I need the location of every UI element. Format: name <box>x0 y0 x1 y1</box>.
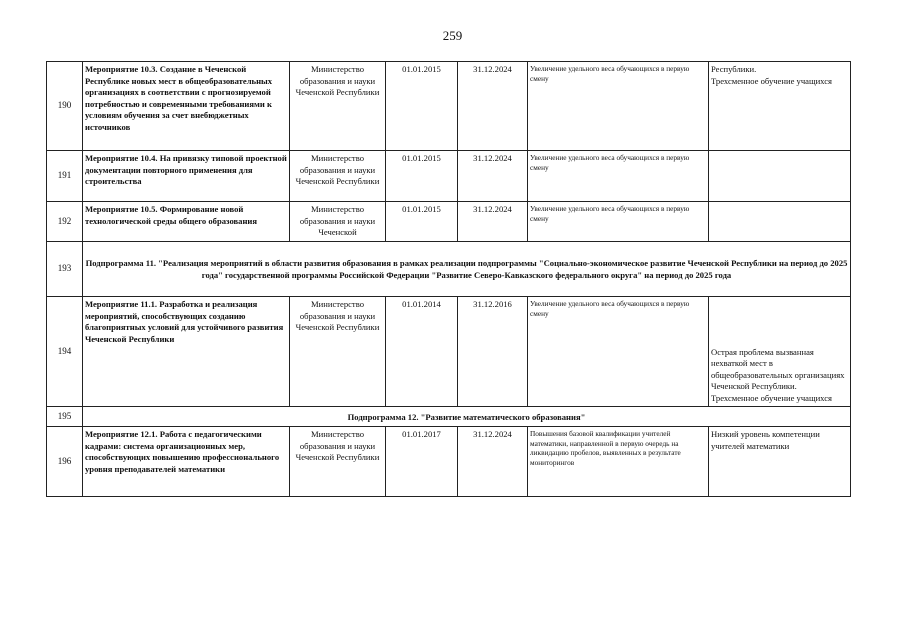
responsible-org: Министерство образования и науки Чеченской Республики <box>290 62 386 151</box>
problem-text: Острая проблема вызванная нехваткой мест в общеобразовательных организациях Чеченской Республики. Трехсменное обучение учащихся <box>711 346 845 403</box>
row-number: 192 <box>47 202 83 242</box>
table-row <box>47 151 851 202</box>
start-date: 01.01.2015 <box>386 62 458 151</box>
end-date: 31.12.2024 <box>458 151 528 202</box>
activity-name: Мероприятие 11.1. Разработка и реализация мероприятий, способствующих созданию благоприятных условий для устойчивого развития Чеченской Республики <box>83 297 290 407</box>
activity-name-text: Мероприятие 10.3. Создание в Чеченской Республике новых мест в общеобразовательных организациях в соответствии с прогнозируемой потребностью и современными требованиями к условиям обучения за счет внебюджетных источников <box>85 64 273 132</box>
row-number: 196 <box>47 427 83 497</box>
responsible-org: Министерство образования и науки Чеченской <box>290 202 386 242</box>
start-date: 01.01.2015 <box>386 151 458 202</box>
indicator: Увеличение удельного веса обучающихся в первую смену <box>528 151 709 202</box>
start-date: 01.01.2017 <box>386 427 458 497</box>
table-row <box>47 62 851 151</box>
subprogram-row <box>47 407 851 427</box>
problem <box>709 297 851 407</box>
indicator: Увеличение удельного веса обучающихся в первую смену <box>528 297 709 407</box>
problem-text: Республики. Трехсменное обучение учащихся <box>711 64 832 86</box>
responsible-org <box>290 151 386 202</box>
activity-name <box>83 62 290 151</box>
problem <box>709 151 851 202</box>
row-number: 194 <box>47 297 83 407</box>
end-date: 31.12.2024 <box>458 427 528 497</box>
page-number: 259 <box>442 28 463 43</box>
subprogram-title: Подпрограмма 12. "Развитие математического образования" <box>83 407 851 427</box>
activity-name: Мероприятие 10.5. Формирование новой технологической среды общего образования <box>83 202 290 242</box>
start-date: 01.01.2014 <box>386 297 458 407</box>
program-table <box>46 61 851 497</box>
start-date: 01.01.2015 <box>386 202 458 242</box>
subprogram-title: Подпрограмма 11. "Реализация мероприятий в области развития образования в рамках реализации подпрограммы "Социально-экономическое развитие Чеченской Республики на период до 2025 года" государственной программы Российской Федерации "Развитие Северо-Кавказского федерального округа" на период до 2025 года <box>83 242 851 297</box>
table-row <box>47 202 851 242</box>
row-number: 195 <box>47 407 83 427</box>
problem <box>709 202 851 242</box>
indicator: Увеличение удельного веса обучающихся в первую смену <box>528 202 709 242</box>
end-date: 31.12.2024 <box>458 202 528 242</box>
end-date: 31.12.2024 <box>458 62 528 151</box>
table-row <box>47 427 851 497</box>
problem <box>709 62 851 151</box>
problem: Низкий уровень компетенции учителей математики <box>709 427 851 497</box>
responsible-org-text: Министерство образования и науки Чеченской Республики <box>295 153 380 186</box>
activity-name: Мероприятие 12.1. Работа с педагогическими кадрами: система организационных мер, способствующих повышению профессионального уровня преподавателей математики <box>83 427 290 497</box>
subprogram-row <box>47 242 851 297</box>
row-number: 191 <box>47 151 83 202</box>
row-number: 190 <box>47 62 83 151</box>
table-row <box>47 297 851 407</box>
row-number: 193 <box>47 242 83 297</box>
indicator: Повышения базовой квалификации учителей математики, направленной в первую очередь на ликвидацию пробелов, выявленных в результате мониторингов <box>528 427 709 497</box>
end-date: 31.12.2016 <box>458 297 528 407</box>
indicator: Увеличение удельного веса обучающихся в первую смену <box>528 62 709 151</box>
activity-name: Мероприятие 10.4. На привязку типовой проектной документации повторного применения для строительства <box>83 151 290 202</box>
responsible-org: Министерство образования и науки Чеченской Республики <box>290 427 386 497</box>
responsible-org: Министерство образования и науки Чеченской Республики <box>290 297 386 407</box>
